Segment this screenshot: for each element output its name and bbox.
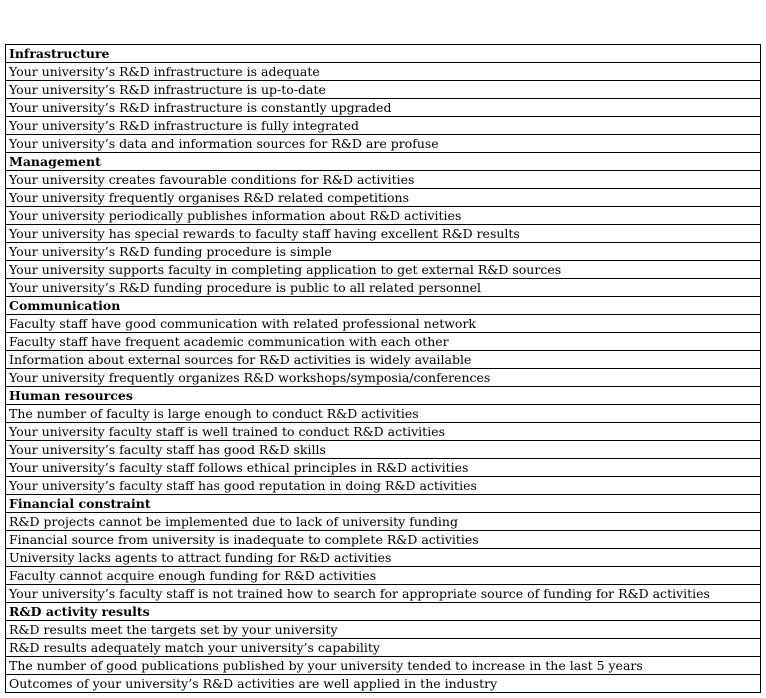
section-title: Financial constraint	[6, 495, 761, 513]
table-row	[6, 99, 761, 117]
table-row	[6, 81, 761, 99]
table-row	[6, 117, 761, 135]
item-text: Your university supports faculty in completing application to get external R&D sources	[6, 261, 761, 279]
section-header-row-financial-constraint	[6, 495, 761, 513]
item-text: Your university’s R&D infrastructure is constantly upgraded	[6, 99, 761, 117]
item-text: Your university periodically publishes information about R&D activities	[6, 207, 761, 225]
section-title: Management	[6, 153, 761, 171]
table-row	[6, 423, 761, 441]
section-title: Communication	[6, 297, 761, 315]
table-row	[6, 351, 761, 369]
item-text: Your university creates favourable conditions for R&D activities	[6, 171, 761, 189]
item-text: Your university’s data and information sources for R&D are profuse	[6, 135, 761, 153]
table-row	[6, 441, 761, 459]
item-text: Your university frequently organises R&D related competitions	[6, 189, 761, 207]
item-text: Your university’s R&D infrastructure is fully integrated	[6, 117, 761, 135]
table-row	[6, 63, 761, 81]
survey-items-table	[5, 44, 761, 693]
table-row	[6, 639, 761, 657]
table-row	[6, 171, 761, 189]
table-row	[6, 585, 761, 603]
table-row	[6, 189, 761, 207]
table-row	[6, 135, 761, 153]
table-row	[6, 315, 761, 333]
item-text: Faculty staff have good communication with related professional network	[6, 315, 761, 333]
item-text: Financial source from university is inadequate to complete R&D activities	[6, 531, 761, 549]
item-text: The number of good publications published by your university tended to increase in the last 5 years	[6, 657, 761, 675]
item-text: Your university’s faculty staff follows ethical principles in R&D activities	[6, 459, 761, 477]
item-text: Your university’s R&D infrastructure is adequate	[6, 63, 761, 81]
section-title: Human resources	[6, 387, 761, 405]
item-text: Your university’s R&D infrastructure is up-to-date	[6, 81, 761, 99]
item-text: Faculty cannot acquire enough funding for R&D activities	[6, 567, 761, 585]
item-text: R&D results meet the targets set by your university	[6, 621, 761, 639]
table-row	[6, 261, 761, 279]
survey-table-body	[6, 45, 761, 693]
item-text: R&D projects cannot be implemented due to lack of university funding	[6, 513, 761, 531]
table-row	[6, 675, 761, 693]
table-row	[6, 333, 761, 351]
section-header-row-infrastructure	[6, 45, 761, 63]
table-row	[6, 405, 761, 423]
section-title: R&D activity results	[6, 603, 761, 621]
table-row	[6, 369, 761, 387]
table-row	[6, 567, 761, 585]
item-text: Your university has special rewards to faculty staff having excellent R&D results	[6, 225, 761, 243]
table-row	[6, 531, 761, 549]
item-text: University lacks agents to attract funding for R&D activities	[6, 549, 761, 567]
table-row	[6, 459, 761, 477]
table-row	[6, 621, 761, 639]
table-row	[6, 657, 761, 675]
item-text: Your university’s R&D funding procedure is simple	[6, 243, 761, 261]
table-row	[6, 549, 761, 567]
item-text: Your university’s R&D funding procedure is public to all related personnel	[6, 279, 761, 297]
item-text: Outcomes of your university’s R&D activities are well applied in the industry	[6, 675, 761, 693]
item-text: Your university frequently organizes R&D workshops/symposia/conferences	[6, 369, 761, 387]
item-text: Information about external sources for R&D activities is widely available	[6, 351, 761, 369]
table-row	[6, 513, 761, 531]
table-row	[6, 225, 761, 243]
section-header-row-communication	[6, 297, 761, 315]
table-row	[6, 243, 761, 261]
section-title: Infrastructure	[6, 45, 761, 63]
table-row	[6, 477, 761, 495]
item-text: R&D results adequately match your university’s capability	[6, 639, 761, 657]
section-header-row-randd-activity-results	[6, 603, 761, 621]
item-text: Your university’s faculty staff has good reputation in doing R&D activities	[6, 477, 761, 495]
section-header-row-human-resources	[6, 387, 761, 405]
item-text: The number of faculty is large enough to conduct R&D activities	[6, 405, 761, 423]
item-text: Your university’s faculty staff has good R&D skills	[6, 441, 761, 459]
table-row	[6, 207, 761, 225]
item-text: Your university faculty staff is well trained to conduct R&D activities	[6, 423, 761, 441]
section-header-row-management	[6, 153, 761, 171]
item-text: Your university’s faculty staff is not trained how to search for appropriate source of funding for R&D activities	[6, 585, 761, 603]
table-row	[6, 279, 761, 297]
item-text: Faculty staff have frequent academic communication with each other	[6, 333, 761, 351]
